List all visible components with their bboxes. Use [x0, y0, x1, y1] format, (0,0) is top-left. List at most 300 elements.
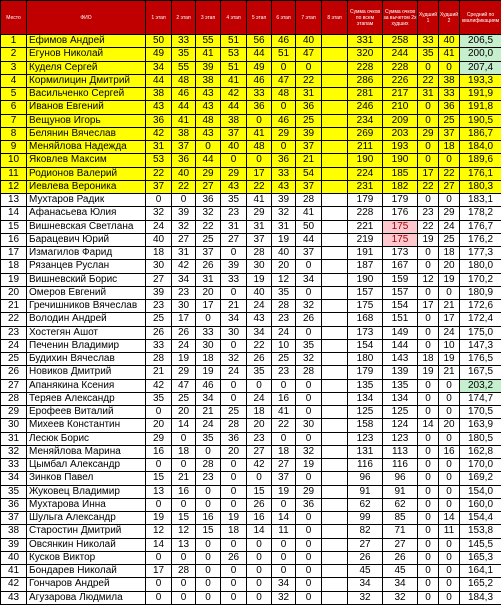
name-cell: Меняйлова Надежда [27, 141, 146, 154]
column-header[interactable]: Место [1, 1, 27, 35]
value-cell [322, 180, 348, 193]
value-cell: 37 [272, 472, 296, 485]
value-cell [322, 101, 348, 114]
value-cell: 0 [196, 313, 221, 326]
value-cell [322, 419, 348, 432]
value-cell: 26 [247, 353, 272, 366]
value-cell: 35 [247, 366, 272, 379]
value-cell [322, 74, 348, 87]
place-cell: 24 [1, 339, 27, 352]
name-cell: Овсянкин Николай [27, 538, 146, 551]
value-cell: 0 [418, 551, 439, 564]
value-cell: 12 [172, 525, 196, 538]
value-cell: 185 [383, 167, 418, 180]
value-cell: 180,9 [460, 286, 501, 299]
value-cell: 0 [296, 432, 322, 445]
value-cell: 31 [247, 220, 272, 233]
value-cell: 191 [348, 247, 383, 260]
value-cell: 11 [439, 525, 460, 538]
value-cell: 71 [383, 525, 418, 538]
value-cell: 190 [348, 154, 383, 167]
value-cell: 209 [383, 114, 418, 127]
value-cell: 226 [383, 74, 418, 87]
value-cell: 0 [439, 565, 460, 578]
value-cell: 48 [272, 88, 296, 101]
column-header[interactable]: 7 этап [296, 1, 322, 35]
place-cell: 4 [1, 74, 27, 87]
value-cell: 0 [196, 565, 221, 578]
value-cell: 26 [146, 326, 172, 339]
value-cell: 211 [348, 141, 383, 154]
value-cell: 40 [221, 141, 247, 154]
value-cell: 32 [146, 207, 172, 220]
value-cell: 26 [196, 260, 221, 273]
value-cell: 0 [418, 260, 439, 273]
value-cell: 33 [196, 326, 221, 339]
value-cell: 0 [439, 551, 460, 564]
value-cell: 46 [247, 74, 272, 87]
value-cell: 35 [172, 48, 196, 61]
value-cell: 41 [439, 48, 460, 61]
value-cell: 193 [383, 141, 418, 154]
value-cell: 41 [247, 127, 272, 140]
column-header[interactable]: Сумма очков по всем этапам [348, 1, 383, 35]
value-cell: 0 [172, 578, 196, 591]
column-header[interactable]: Средний по квалификациям [460, 1, 501, 35]
column-header[interactable]: 2 этап [172, 1, 196, 35]
value-cell: 99 [348, 512, 383, 525]
value-cell: 0 [221, 472, 247, 485]
value-cell: 35 [146, 392, 172, 405]
value-cell: 0 [418, 313, 439, 326]
name-cell: Егунов Николай [27, 48, 146, 61]
table-row [1, 525, 501, 538]
value-cell: 41 [172, 114, 196, 127]
value-cell: 19 [196, 366, 221, 379]
header-row [1, 1, 501, 35]
value-cell: 32 [296, 300, 322, 313]
value-cell: 203 [383, 127, 418, 140]
value-cell: 46 [196, 379, 221, 392]
name-cell: Шульга Александр [27, 512, 146, 525]
value-cell: 43 [196, 88, 221, 101]
table-row [1, 392, 501, 405]
value-cell: 20 [272, 260, 296, 273]
table-row [1, 114, 501, 127]
value-cell [322, 286, 348, 299]
value-cell: 180 [348, 353, 383, 366]
value-cell: 32 [296, 353, 322, 366]
table-row [1, 353, 501, 366]
value-cell: 162,8 [460, 445, 501, 458]
value-cell: 21 [439, 300, 460, 313]
value-cell: 48 [196, 114, 221, 127]
value-cell: 186,7 [460, 127, 501, 140]
value-cell: 143 [383, 353, 418, 366]
value-cell [322, 114, 348, 127]
place-cell: 39 [1, 538, 27, 551]
value-cell: 22 [418, 180, 439, 193]
value-cell: 17 [418, 300, 439, 313]
value-cell: 0 [439, 485, 460, 498]
value-cell: 320 [348, 48, 383, 61]
value-cell: 228 [383, 61, 418, 74]
value-cell: 21 [221, 300, 247, 313]
value-cell: 134 [348, 392, 383, 405]
value-cell: 36 [439, 101, 460, 114]
value-cell [322, 35, 348, 48]
value-cell: 96 [383, 472, 418, 485]
value-cell: 44 [221, 101, 247, 114]
value-cell: 46 [172, 88, 196, 101]
value-cell [322, 127, 348, 140]
value-cell: 29 [221, 167, 247, 180]
table-row [1, 101, 501, 114]
value-cell: 154,4 [460, 512, 501, 525]
value-cell: 26 [348, 551, 383, 564]
value-cell: 39 [146, 286, 172, 299]
place-cell: 17 [1, 247, 27, 260]
value-cell: 0 [221, 154, 247, 167]
value-cell: 0 [418, 339, 439, 352]
table-row [1, 233, 501, 246]
value-cell: 42 [146, 127, 172, 140]
value-cell: 0 [296, 565, 322, 578]
value-cell: 175 [348, 300, 383, 313]
value-cell: 0 [247, 591, 272, 604]
value-cell: 228 [348, 61, 383, 74]
value-cell [322, 538, 348, 551]
column-header[interactable]: 8 этап [322, 1, 348, 35]
value-cell: 116 [383, 459, 418, 472]
value-cell: 24 [272, 326, 296, 339]
column-header[interactable]: ФИО [27, 1, 146, 35]
value-cell: 18 [439, 247, 460, 260]
value-cell [322, 406, 348, 419]
value-cell [322, 565, 348, 578]
name-cell: Жуковец Владимир [27, 485, 146, 498]
value-cell: 33 [172, 35, 196, 48]
column-header[interactable]: 1 этап [146, 1, 172, 35]
value-cell: 0 [418, 247, 439, 260]
value-cell: 34 [146, 61, 172, 74]
name-cell: Иевлева Вероника [27, 180, 146, 193]
value-cell: 25 [439, 114, 460, 127]
value-cell: 20 [439, 260, 460, 273]
value-cell: 0 [296, 538, 322, 551]
value-cell: 0 [418, 578, 439, 591]
value-cell: 0 [418, 379, 439, 392]
value-cell: 0 [146, 406, 172, 419]
value-cell: 31 [418, 88, 439, 101]
value-cell: 14 [172, 419, 196, 432]
value-cell: 50 [146, 35, 172, 48]
place-cell: 31 [1, 432, 27, 445]
table-row [1, 485, 501, 498]
column-header[interactable]: 5 этап [247, 1, 272, 35]
value-cell: 123 [383, 432, 418, 445]
name-cell: Теряев Александр [27, 392, 146, 405]
value-cell [322, 525, 348, 538]
value-cell: 234 [348, 114, 383, 127]
table-row [1, 48, 501, 61]
value-cell: 19 [247, 273, 272, 286]
value-cell: 0 [439, 61, 460, 74]
value-cell: 0 [439, 578, 460, 591]
value-cell: 0 [418, 61, 439, 74]
table-row [1, 247, 501, 260]
place-cell: 33 [1, 459, 27, 472]
value-cell: 45 [348, 565, 383, 578]
value-cell: 43 [247, 313, 272, 326]
value-cell: 18 [196, 353, 221, 366]
value-cell: 281 [348, 88, 383, 101]
place-cell: 1 [1, 35, 27, 48]
value-cell: 231 [348, 180, 383, 193]
value-cell: 191,9 [460, 88, 501, 101]
table-row [1, 419, 501, 432]
value-cell: 173 [383, 247, 418, 260]
value-cell: 207,4 [460, 61, 501, 74]
value-cell: 35 [272, 286, 296, 299]
column-header[interactable]: Худший 2 [439, 1, 460, 35]
name-cell: Куделя Сергей [27, 61, 146, 74]
place-cell: 14 [1, 207, 27, 220]
value-cell: 36 [272, 154, 296, 167]
value-cell: 40 [439, 35, 460, 48]
value-cell: 25 [296, 114, 322, 127]
value-cell: 18 [439, 141, 460, 154]
value-cell: 151 [383, 313, 418, 326]
value-cell: 190,5 [460, 114, 501, 127]
value-cell: 53 [221, 48, 247, 61]
value-cell: 33 [247, 88, 272, 101]
value-cell: 39 [221, 260, 247, 273]
value-cell: 0 [272, 141, 296, 154]
value-cell: 24 [247, 392, 272, 405]
value-cell: 0 [296, 578, 322, 591]
value-cell: 35 [196, 432, 221, 445]
name-cell: Хостегян Ашот [27, 326, 146, 339]
place-cell: 38 [1, 525, 27, 538]
value-cell: 22 [296, 74, 322, 87]
name-cell: Белянин Вячеслав [27, 127, 146, 140]
value-cell: 42 [247, 459, 272, 472]
value-cell: 0 [247, 472, 272, 485]
value-cell: 28 [272, 300, 296, 313]
column-header[interactable]: 6 этап [272, 1, 296, 35]
value-cell: 0 [418, 154, 439, 167]
value-cell: 19 [418, 233, 439, 246]
value-cell: 135 [348, 379, 383, 392]
value-cell: 19 [221, 512, 247, 525]
value-cell: 175 [383, 220, 418, 233]
name-cell: Кусков Виктор [27, 551, 146, 564]
value-cell: 0 [221, 247, 247, 260]
table-row [1, 194, 501, 207]
value-cell: 19 [146, 512, 172, 525]
value-cell: 189,6 [460, 154, 501, 167]
place-cell: 9 [1, 141, 27, 154]
value-cell: 0 [146, 551, 172, 564]
name-cell: Васильченко Сергей [27, 88, 146, 101]
value-cell: 42 [221, 88, 247, 101]
value-cell: 33 [439, 88, 460, 101]
column-header[interactable]: Худший 1 [418, 1, 439, 35]
value-cell: 47 [172, 379, 196, 392]
place-cell: 21 [1, 300, 27, 313]
name-cell: Лесюк Борис [27, 432, 146, 445]
value-cell: 0 [439, 154, 460, 167]
value-cell [322, 260, 348, 273]
name-cell: Барацевич Юрий [27, 233, 146, 246]
value-cell: 30 [172, 300, 196, 313]
value-cell: 28 [196, 459, 221, 472]
value-cell: 184,0 [460, 141, 501, 154]
column-header[interactable]: Сумма очков за вычетом 2х худших [383, 1, 418, 35]
value-cell: 62 [348, 498, 383, 511]
value-cell: 37 [146, 180, 172, 193]
value-cell: 49 [146, 48, 172, 61]
value-cell [322, 141, 348, 154]
value-cell: 17 [196, 300, 221, 313]
value-cell: 46 [272, 114, 296, 127]
value-cell: 38 [221, 114, 247, 127]
value-cell: 167 [383, 260, 418, 273]
value-cell: 23 [272, 313, 296, 326]
value-cell: 35 [418, 48, 439, 61]
value-cell: 24 [196, 419, 221, 432]
value-cell: 0 [221, 578, 247, 591]
name-cell: Ерофеев Виталий [27, 406, 146, 419]
name-cell: Мухтаров Радик [27, 194, 146, 207]
place-cell: 35 [1, 485, 27, 498]
value-cell [322, 379, 348, 392]
value-cell: 16 [272, 392, 296, 405]
value-cell [322, 273, 348, 286]
value-cell: 28 [172, 565, 196, 578]
value-cell: 27 [383, 538, 418, 551]
place-cell: 28 [1, 392, 27, 405]
value-cell: 15 [247, 485, 272, 498]
value-cell: 12 [418, 273, 439, 286]
value-cell: 43 [146, 101, 172, 114]
name-cell: Кормилицин Дмитрий [27, 74, 146, 87]
value-cell: 154,0 [460, 485, 501, 498]
value-cell: 24 [247, 300, 272, 313]
column-header[interactable]: 3 этап [196, 1, 221, 35]
value-cell: 24 [172, 339, 196, 352]
value-cell: 23 [418, 207, 439, 220]
value-cell: 36 [247, 101, 272, 114]
value-cell: 176,2 [460, 233, 501, 246]
value-cell [322, 247, 348, 260]
value-cell: 11 [272, 525, 296, 538]
value-cell: 25 [221, 406, 247, 419]
value-cell [322, 366, 348, 379]
name-cell: Афанасьева Юлия [27, 207, 146, 220]
value-cell [322, 300, 348, 313]
value-cell: 31 [296, 88, 322, 101]
value-cell: 32 [383, 591, 418, 604]
value-cell: 37 [439, 127, 460, 140]
value-cell: 0 [439, 591, 460, 604]
value-cell: 23 [146, 300, 172, 313]
value-cell: 10 [439, 339, 460, 352]
value-cell: 10 [272, 339, 296, 352]
value-cell: 37 [172, 141, 196, 154]
value-cell: 30 [247, 260, 272, 273]
table-row [1, 498, 501, 511]
value-cell [322, 392, 348, 405]
value-cell: 0 [247, 578, 272, 591]
value-cell: 33 [272, 167, 296, 180]
value-cell: 91 [348, 485, 383, 498]
value-cell: 0 [247, 565, 272, 578]
value-cell: 43 [272, 180, 296, 193]
value-cell: 55 [196, 35, 221, 48]
value-cell: 0 [196, 538, 221, 551]
value-cell: 39 [172, 207, 196, 220]
name-cell: Володин Андрей [27, 313, 146, 326]
value-cell: 167,5 [460, 366, 501, 379]
value-cell: 37 [296, 180, 322, 193]
value-cell: 0 [418, 392, 439, 405]
value-cell: 0 [418, 591, 439, 604]
value-cell: 21 [196, 406, 221, 419]
value-cell: 27 [221, 233, 247, 246]
table-row [1, 339, 501, 352]
value-cell: 0 [439, 432, 460, 445]
value-cell: 18 [247, 406, 272, 419]
value-cell: 33 [221, 273, 247, 286]
value-cell: 27 [146, 273, 172, 286]
value-cell: 0 [221, 498, 247, 511]
value-cell: 19 [172, 353, 196, 366]
value-cell: 51 [221, 61, 247, 74]
value-cell: 228 [348, 207, 383, 220]
value-cell: 42 [146, 379, 172, 392]
table-row [1, 286, 501, 299]
value-cell: 0 [296, 286, 322, 299]
value-cell: 0 [221, 459, 247, 472]
column-header[interactable]: 4 этап [221, 1, 247, 35]
value-cell: 191,8 [460, 101, 501, 114]
value-cell: 172,4 [460, 313, 501, 326]
name-cell: Ефимов Андрей [27, 35, 146, 48]
place-cell: 16 [1, 233, 27, 246]
value-cell: 164,1 [460, 565, 501, 578]
table-row [1, 538, 501, 551]
value-cell: 13 [146, 485, 172, 498]
value-cell: 30 [146, 260, 172, 273]
value-cell [322, 591, 348, 604]
value-cell: 29 [247, 207, 272, 220]
value-cell [322, 233, 348, 246]
value-cell: 0 [196, 498, 221, 511]
value-cell [322, 207, 348, 220]
value-cell: 157 [348, 286, 383, 299]
value-cell: 113 [383, 445, 418, 458]
name-cell: Мухтарова Инна [27, 498, 146, 511]
value-cell: 54 [296, 167, 322, 180]
value-cell: 18 [172, 445, 196, 458]
value-cell: 0 [196, 578, 221, 591]
value-cell: 153,8 [460, 525, 501, 538]
place-cell: 27 [1, 379, 27, 392]
value-cell [322, 326, 348, 339]
value-cell: 0 [221, 286, 247, 299]
